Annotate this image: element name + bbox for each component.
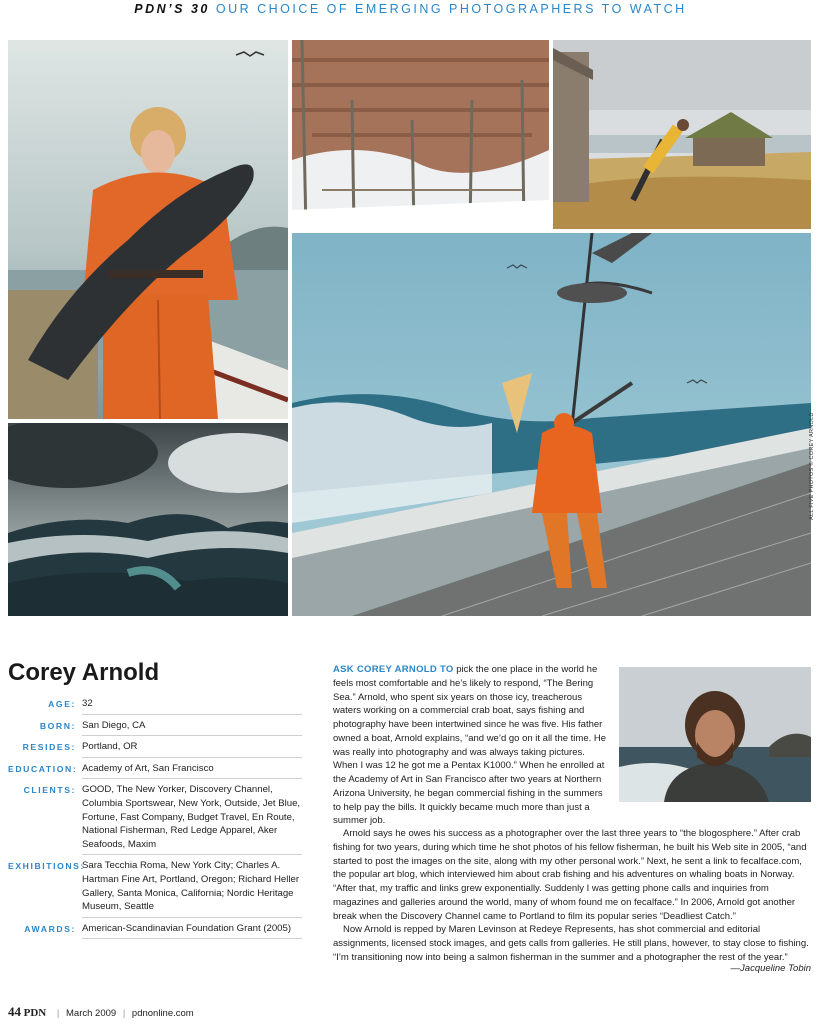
fact-label: BORN: — [39, 720, 76, 731]
fact-value: San Diego, CA — [82, 719, 302, 737]
photo-crab-boat-deck — [292, 233, 811, 616]
fact-label: AWARDS: — [24, 923, 76, 934]
fact-resides — [8, 740, 328, 758]
header-magazine-name: PDN’S 30 — [134, 2, 210, 16]
photo-stormy-sea — [8, 423, 288, 616]
photo-drying-fish-racks — [292, 40, 549, 229]
fact-exhibitions — [8, 859, 328, 917]
fact-label: EXHIBITIONS: — [8, 861, 85, 872]
profile-facts — [8, 697, 328, 943]
fact-value: 32 — [82, 697, 302, 715]
fact-value: Portland, OR — [82, 740, 302, 758]
photo-credit: ALL FIVE PHOTOS © COREY ARNOLD — [809, 412, 815, 520]
page-footer — [8, 1004, 194, 1020]
footer-site: pdnonline.com — [131, 1008, 194, 1019]
article-paragraph-3: Now Arnold is repped by Maren Levinson at Redeye Represents, has shot commercial and editorial assignments, licensed stock images, and gets calls from galleries. He still plans, however, to stay close to fishing. “I’m transitioning now into being a salmon fisherman in the summer and a photographer the rest of the year.” — [333, 924, 809, 963]
article-column-top — [333, 663, 611, 828]
article-signature: —Jacqueline Tobin — [730, 963, 811, 974]
photo-fisherman-holding-shark — [8, 40, 288, 419]
article-paragraph-2: Arnold says he owes his success as a photographer over the last three years to “the blogosphere.” After crab fishing for two years, during which time he shot photos of his fellow fisherman, he built his Web site in 2005, “and started to post the images on the site, along with my other personal work.” Next, he sent a link to fecalface.com, the popular art blog, which interviewed him about crab fishing and his adventures on whaling boats in Norway. “After that, my traffic and links grew exponentially. Suddenly I was getting phone calls and inquiries from magazines and galleries around the world, many of whom found me on fecalface.” In 2006, Arnold got another break when the Discovery Channel came to Portland to film its popular series “Deadliest Catch.” — [333, 828, 807, 922]
fact-age — [8, 697, 328, 715]
fact-label: AGE: — [48, 699, 76, 709]
fact-value: Academy of Art, San Francisco — [82, 762, 302, 780]
fact-label: EDUCATION: — [8, 763, 78, 774]
page-header — [0, 2, 821, 16]
page-number: 44 — [8, 1004, 21, 1019]
fact-label: CLIENTS: — [23, 785, 76, 796]
fact-education — [8, 762, 328, 780]
article-paragraph-1 — [333, 663, 611, 828]
fact-clients — [8, 783, 328, 855]
fact-value: American-Scandinavian Foundation Grant (2005) — [82, 922, 302, 940]
fact-value: GOOD, The New Yorker, Discovery Channel, Columbia Sportswear, New York, Outside, Jet Blue, Fortune, Fast Company, Budget Travel, En Route, National Fisherman, Red Ledge Apparel, Aker Seafoods, Maxim — [82, 783, 302, 855]
footer-separator: | — [56, 1008, 60, 1019]
article-column-bottom — [333, 827, 811, 965]
photo-portrait-corey-arnold — [619, 667, 811, 802]
photo-man-leaning-in-wind — [553, 40, 811, 229]
profile-name: Corey Arnold — [8, 659, 160, 686]
footer-magazine: PDN — [23, 1007, 47, 1019]
footer-date: March 2009 — [66, 1008, 117, 1019]
article-lead-in: ASK COREY ARNOLD TO — [333, 664, 454, 675]
fact-born — [8, 719, 328, 737]
article-paragraph-1-text: pick the one place in the world he feels most comfortable and he’s likely to respond, “The Bering Sea.” Arnold, who spent six years on those icy, treacherous waters working on a commercial crab boat, says fishing and photography have been intertwined since he was five. His father owned a boat, Arnold explains, “and we’d go on it all the time. He was really into photography and was always taking pictures. When I was 12 he got me a Pentax K1000.” When he enrolled at the Academy of Art in San Francisco after two years at Northern Arizona University, he began commercial fishing in the summers to help pay the bills. It quickly became much more than just a summer job. — [333, 664, 607, 827]
fact-value: Sara Tecchia Roma, New York City; Charles A. Hartman Fine Art, Portland, Oregon; Richard Heller Gallery, Santa Monica, California; Nordic Heritage Museum, Seattle — [82, 859, 302, 917]
footer-separator: | — [122, 1008, 126, 1019]
fact-label: RESIDES: — [22, 742, 76, 753]
fact-awards — [8, 922, 328, 940]
header-tagline: OUR CHOICE OF EMERGING PHOTOGRAPHERS TO WATCH — [215, 2, 687, 16]
